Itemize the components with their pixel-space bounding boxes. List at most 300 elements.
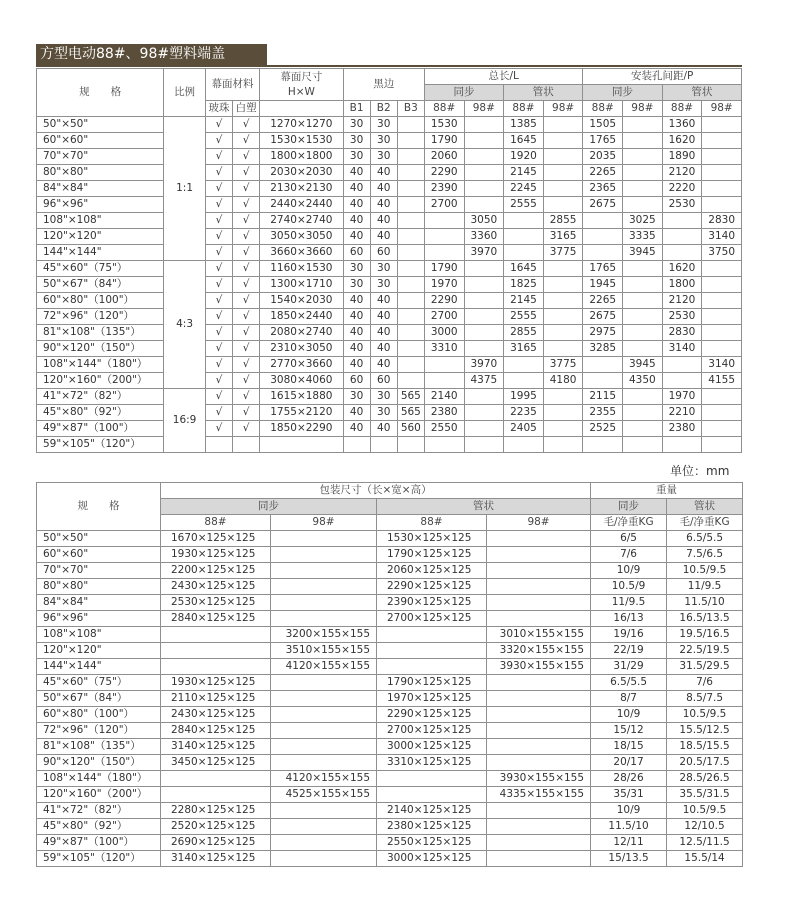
table-row	[37, 261, 742, 277]
table-row	[37, 165, 742, 181]
table-row	[37, 739, 743, 755]
table-row	[37, 437, 742, 453]
w-t-cell: 7/6	[667, 675, 743, 691]
w-t-cell: 19.5/16.5	[667, 627, 743, 643]
s88-cell: 2280×125×125	[161, 803, 271, 819]
screen-size-cell: 1615×1880	[260, 389, 343, 405]
check-cell	[233, 437, 260, 453]
w-s-cell: 15/12	[591, 723, 667, 739]
l-s88-cell: 2380	[424, 405, 464, 421]
s88-cell: 1670×125×125	[161, 531, 271, 547]
header-p-tube: 管状	[662, 85, 741, 101]
s98-cell	[271, 547, 377, 563]
header-p-s98: 98#	[623, 101, 663, 117]
l-s98-cell: 4375	[464, 373, 504, 389]
header-blank	[260, 101, 343, 117]
s98-cell	[271, 819, 377, 835]
table-row	[37, 213, 742, 229]
w-s-cell: 10/9	[591, 707, 667, 723]
table-row	[37, 675, 743, 691]
check-cell: √	[205, 341, 232, 357]
s88-cell	[161, 627, 271, 643]
p-t98-cell	[702, 437, 742, 453]
s98-cell	[271, 707, 377, 723]
b2-cell: 40	[370, 357, 397, 373]
spec-cell: 84"×84"	[37, 595, 161, 611]
spec-cell: 50"×67"（84"）	[37, 691, 161, 707]
l-t98-cell	[543, 293, 583, 309]
l-t98-cell	[543, 341, 583, 357]
p-t98-cell	[702, 341, 742, 357]
l-s98-cell	[464, 277, 504, 293]
p-s98-cell	[623, 405, 663, 421]
p-s98-cell	[623, 293, 663, 309]
spec-cell: 120"×160"（200"）	[37, 373, 164, 389]
check-cell: √	[233, 421, 260, 437]
l-s98-cell	[464, 165, 504, 181]
check-cell: √	[233, 181, 260, 197]
p-s98-cell: 3335	[623, 229, 663, 245]
t88-cell: 3000×125×125	[377, 739, 487, 755]
b3-cell	[397, 437, 424, 453]
package-table-body	[37, 531, 743, 867]
screen-size-cell: 2030×2030	[260, 165, 343, 181]
s98-cell	[271, 563, 377, 579]
header2-s88: 88#	[161, 515, 271, 531]
header-p-t88: 88#	[662, 101, 702, 117]
spec-cell: 108"×108"	[37, 213, 164, 229]
check-cell: √	[205, 149, 232, 165]
header-material-b: 白塑	[233, 101, 260, 117]
t88-cell: 2290×125×125	[377, 579, 487, 595]
dimension-table	[36, 68, 742, 453]
l-s88-cell: 1970	[424, 277, 464, 293]
l-s88-cell: 2700	[424, 197, 464, 213]
check-cell: √	[205, 309, 232, 325]
header2-t88: 88#	[377, 515, 487, 531]
w-t-cell: 16.5/13.5	[667, 611, 743, 627]
check-cell: √	[205, 277, 232, 293]
header-screen-size	[260, 69, 343, 101]
p-t98-cell: 3750	[702, 245, 742, 261]
b3-cell	[397, 149, 424, 165]
screen-size-cell: 2440×2440	[260, 197, 343, 213]
table-row	[37, 771, 743, 787]
spec-cell: 80"×80"	[37, 165, 164, 181]
b1-cell: 40	[343, 213, 370, 229]
w-t-cell: 11/9.5	[667, 579, 743, 595]
p-s88-cell: 1505	[583, 117, 623, 133]
screen-size-cell: 3080×4060	[260, 373, 343, 389]
table-row	[37, 341, 742, 357]
s98-cell	[271, 851, 377, 867]
header-border: 黑边	[343, 69, 424, 101]
l-s88-cell	[424, 245, 464, 261]
w-s-cell: 8/7	[591, 691, 667, 707]
header-l-tube: 管状	[504, 85, 583, 101]
check-cell: √	[205, 213, 232, 229]
b2-cell: 40	[370, 293, 397, 309]
ratio-cell: 1:1	[164, 117, 206, 261]
check-cell: √	[205, 325, 232, 341]
header-l-sync: 同步	[424, 85, 503, 101]
l-t98-cell	[543, 309, 583, 325]
spec-cell: 60"×60"	[37, 133, 164, 149]
b3-cell: 560	[397, 421, 424, 437]
p-s88-cell: 1945	[583, 277, 623, 293]
p-t88-cell: 3140	[662, 341, 702, 357]
p-s88-cell: 2675	[583, 197, 623, 213]
l-s98-cell	[464, 341, 504, 357]
b1-cell: 40	[343, 229, 370, 245]
ratio-cell: 16:9	[164, 389, 206, 453]
b3-cell	[397, 325, 424, 341]
p-s88-cell	[583, 437, 623, 453]
check-cell: √	[205, 165, 232, 181]
l-t98-cell: 3775	[543, 357, 583, 373]
table-row	[37, 117, 742, 133]
spec-cell: 120"×160"（200"）	[37, 787, 161, 803]
check-cell: √	[233, 133, 260, 149]
p-s88-cell: 2355	[583, 405, 623, 421]
p-s88-cell: 2265	[583, 293, 623, 309]
table-row	[37, 723, 743, 739]
p-t88-cell: 1800	[662, 277, 702, 293]
w-s-cell: 11/9.5	[591, 595, 667, 611]
l-t88-cell: 2555	[504, 309, 544, 325]
t88-cell: 1790×125×125	[377, 547, 487, 563]
s88-cell	[161, 643, 271, 659]
header-l-t98: 98#	[543, 101, 583, 117]
header2-s98: 98#	[271, 515, 377, 531]
s98-cell	[271, 675, 377, 691]
t88-cell	[377, 643, 487, 659]
s88-cell: 2430×125×125	[161, 707, 271, 723]
p-s98-cell	[623, 325, 663, 341]
p-s88-cell: 1765	[583, 261, 623, 277]
spec-cell: 108"×108"	[37, 627, 161, 643]
p-t88-cell: 2120	[662, 293, 702, 309]
b1-cell: 60	[343, 245, 370, 261]
l-s98-cell	[464, 133, 504, 149]
b3-cell	[397, 357, 424, 373]
w-t-cell: 28.5/26.5	[667, 771, 743, 787]
b1-cell	[343, 437, 370, 453]
p-t98-cell	[702, 325, 742, 341]
p-s88-cell	[583, 357, 623, 373]
b1-cell: 40	[343, 309, 370, 325]
check-cell: √	[205, 117, 232, 133]
w-t-cell: 22.5/19.5	[667, 643, 743, 659]
l-t98-cell	[543, 165, 583, 181]
t98-cell	[487, 595, 591, 611]
spec-cell: 72"×96"（120"）	[37, 309, 164, 325]
spec-cell: 108"×144"（180"）	[37, 357, 164, 373]
b1-cell: 30	[343, 133, 370, 149]
b1-cell: 40	[343, 421, 370, 437]
spec-cell: 70"×70"	[37, 563, 161, 579]
b3-cell	[397, 133, 424, 149]
b2-cell: 30	[370, 149, 397, 165]
b2-cell: 30	[370, 133, 397, 149]
table-row	[37, 373, 742, 389]
header2-t98: 98#	[487, 515, 591, 531]
b3-cell	[397, 213, 424, 229]
s98-cell: 3510×155×155	[271, 643, 377, 659]
t98-cell	[487, 707, 591, 723]
p-t88-cell: 2210	[662, 405, 702, 421]
t98-cell	[487, 739, 591, 755]
t98-cell	[487, 563, 591, 579]
p-t88-cell: 2380	[662, 421, 702, 437]
header-p-t98: 98#	[702, 101, 742, 117]
b2-cell: 40	[370, 197, 397, 213]
t88-cell: 3000×125×125	[377, 851, 487, 867]
spec-cell: 60"×60"	[37, 547, 161, 563]
s88-cell: 2840×125×125	[161, 723, 271, 739]
l-t88-cell: 1645	[504, 133, 544, 149]
p-t88-cell: 2120	[662, 165, 702, 181]
t98-cell: 3930×155×155	[487, 771, 591, 787]
w-s-cell: 20/17	[591, 755, 667, 771]
b2-cell: 30	[370, 117, 397, 133]
table-row	[37, 819, 743, 835]
s98-cell	[271, 595, 377, 611]
s88-cell: 2690×125×125	[161, 835, 271, 851]
table-row	[37, 181, 742, 197]
s88-cell	[161, 659, 271, 675]
l-s98-cell	[464, 197, 504, 213]
screen-size-cell: 1270×1270	[260, 117, 343, 133]
l-s88-cell: 3000	[424, 325, 464, 341]
s98-cell	[271, 531, 377, 547]
check-cell: √	[233, 293, 260, 309]
p-t98-cell: 4155	[702, 373, 742, 389]
table-row	[37, 659, 743, 675]
b3-cell: 565	[397, 389, 424, 405]
p-t98-cell	[702, 133, 742, 149]
check-cell: √	[233, 325, 260, 341]
l-t98-cell: 3165	[543, 229, 583, 245]
l-s98-cell	[464, 293, 504, 309]
l-t98-cell: 4180	[543, 373, 583, 389]
check-cell: √	[233, 245, 260, 261]
p-t88-cell: 1890	[662, 149, 702, 165]
p-s88-cell: 3285	[583, 341, 623, 357]
l-t98-cell	[543, 437, 583, 453]
l-t88-cell	[504, 357, 544, 373]
table-row	[37, 277, 742, 293]
s88-cell	[161, 787, 271, 803]
b3-cell: 565	[397, 405, 424, 421]
header2-weight: 重量	[591, 483, 743, 499]
b1-cell: 30	[343, 117, 370, 133]
w-t-cell: 18.5/15.5	[667, 739, 743, 755]
dimension-table-body	[37, 117, 742, 453]
l-t88-cell: 2245	[504, 181, 544, 197]
b2-cell: 40	[370, 229, 397, 245]
w-s-cell: 12/11	[591, 835, 667, 851]
table-row	[37, 547, 743, 563]
check-cell: √	[233, 389, 260, 405]
s88-cell: 2840×125×125	[161, 611, 271, 627]
w-s-cell: 31/29	[591, 659, 667, 675]
l-s98-cell	[464, 325, 504, 341]
b2-cell: 40	[370, 325, 397, 341]
l-t88-cell: 3165	[504, 341, 544, 357]
w-s-cell: 16/13	[591, 611, 667, 627]
b3-cell	[397, 373, 424, 389]
l-s88-cell: 1790	[424, 261, 464, 277]
header-l-t88: 88#	[504, 101, 544, 117]
b3-cell	[397, 245, 424, 261]
t88-cell	[377, 659, 487, 675]
l-t88-cell: 2145	[504, 293, 544, 309]
table-row	[37, 405, 742, 421]
check-cell: √	[205, 181, 232, 197]
w-t-cell: 12.5/11.5	[667, 835, 743, 851]
l-s98-cell: 3050	[464, 213, 504, 229]
l-t88-cell: 1920	[504, 149, 544, 165]
b1-cell: 40	[343, 341, 370, 357]
spec-cell: 41"×72"（82"）	[37, 803, 161, 819]
l-s88-cell	[424, 229, 464, 245]
spec-cell: 41"×72"（82"）	[37, 389, 164, 405]
s98-cell	[271, 835, 377, 851]
w-s-cell: 10/9	[591, 563, 667, 579]
check-cell: √	[205, 389, 232, 405]
screen-size-cell: 2080×2740	[260, 325, 343, 341]
table-row	[37, 643, 743, 659]
check-cell: √	[233, 261, 260, 277]
screen-size-cell: 1300×1710	[260, 277, 343, 293]
p-s88-cell: 2975	[583, 325, 623, 341]
w-s-cell: 10/9	[591, 803, 667, 819]
p-s98-cell	[623, 181, 663, 197]
l-t98-cell	[543, 389, 583, 405]
table-row	[37, 611, 743, 627]
s88-cell: 2200×125×125	[161, 563, 271, 579]
p-t98-cell: 2830	[702, 213, 742, 229]
spec-cell: 144"×144"	[37, 659, 161, 675]
l-t98-cell	[543, 149, 583, 165]
screen-size-cell: 1540×2030	[260, 293, 343, 309]
p-t88-cell	[662, 357, 702, 373]
table-row	[37, 707, 743, 723]
p-t88-cell	[662, 229, 702, 245]
l-s98-cell	[464, 437, 504, 453]
l-s98-cell	[464, 405, 504, 421]
p-s98-cell: 3945	[623, 245, 663, 261]
spec-cell: 96"×96"	[37, 197, 164, 213]
b3-cell	[397, 197, 424, 213]
t98-cell	[487, 547, 591, 563]
check-cell: √	[233, 341, 260, 357]
spec-cell: 49"×87"（100"）	[37, 835, 161, 851]
l-s98-cell	[464, 421, 504, 437]
p-s98-cell	[623, 389, 663, 405]
p-t98-cell	[702, 149, 742, 165]
table-row	[37, 803, 743, 819]
table-row	[37, 627, 743, 643]
l-s98-cell: 3970	[464, 357, 504, 373]
screen-size-cell: 2770×3660	[260, 357, 343, 373]
b2-cell	[370, 437, 397, 453]
p-s98-cell	[623, 133, 663, 149]
check-cell: √	[233, 117, 260, 133]
header-screen-size-label: 幕面尺寸	[280, 70, 323, 83]
l-s88-cell	[424, 357, 464, 373]
l-t98-cell	[543, 133, 583, 149]
spec-cell: 84"×84"	[37, 181, 164, 197]
table-row	[37, 691, 743, 707]
b2-cell: 40	[370, 309, 397, 325]
check-cell: √	[233, 373, 260, 389]
spec-cell: 108"×144"（180"）	[37, 771, 161, 787]
l-s98-cell	[464, 117, 504, 133]
b3-cell	[397, 165, 424, 181]
check-cell: √	[205, 293, 232, 309]
l-s88-cell	[424, 213, 464, 229]
p-t98-cell	[702, 293, 742, 309]
header-l-s88: 88#	[424, 101, 464, 117]
p-s98-cell	[623, 341, 663, 357]
screen-size-cell: 3660×3660	[260, 245, 343, 261]
b2-cell: 60	[370, 245, 397, 261]
t88-cell: 1530×125×125	[377, 531, 487, 547]
screen-size-cell: 2740×2740	[260, 213, 343, 229]
spec-cell: 45"×80"（92"）	[37, 819, 161, 835]
p-t98-cell: 3140	[702, 357, 742, 373]
table-row	[37, 229, 742, 245]
spec-cell: 90"×120"（150"）	[37, 755, 161, 771]
p-s98-cell	[623, 261, 663, 277]
w-s-cell: 19/16	[591, 627, 667, 643]
l-s88-cell: 2290	[424, 293, 464, 309]
b1-cell: 30	[343, 389, 370, 405]
spec-cell: 60"×80"（100"）	[37, 707, 161, 723]
l-s88-cell: 2550	[424, 421, 464, 437]
p-s98-cell	[623, 421, 663, 437]
check-cell: √	[233, 405, 260, 421]
b3-cell	[397, 181, 424, 197]
b2-cell: 30	[370, 261, 397, 277]
w-t-cell: 10.5/9.5	[667, 707, 743, 723]
header-material: 幕面材料	[205, 69, 259, 101]
p-t98-cell	[702, 389, 742, 405]
p-s98-cell	[623, 277, 663, 293]
table-row	[37, 563, 743, 579]
p-s88-cell: 2035	[583, 149, 623, 165]
b3-cell	[397, 117, 424, 133]
s88-cell: 3140×125×125	[161, 739, 271, 755]
header2-package: 包装尺寸（长×宽×高）	[161, 483, 591, 499]
s88-cell: 1930×125×125	[161, 675, 271, 691]
s88-cell: 3450×125×125	[161, 755, 271, 771]
b2-cell: 40	[370, 213, 397, 229]
p-t98-cell	[702, 165, 742, 181]
l-t88-cell: 2235	[504, 405, 544, 421]
b3-cell	[397, 261, 424, 277]
b1-cell: 30	[343, 277, 370, 293]
l-s88-cell	[424, 437, 464, 453]
b2-cell: 40	[370, 165, 397, 181]
b1-cell: 40	[343, 357, 370, 373]
t98-cell	[487, 579, 591, 595]
t88-cell: 2380×125×125	[377, 819, 487, 835]
s88-cell: 2110×125×125	[161, 691, 271, 707]
spec-cell: 81"×108"（135"）	[37, 739, 161, 755]
